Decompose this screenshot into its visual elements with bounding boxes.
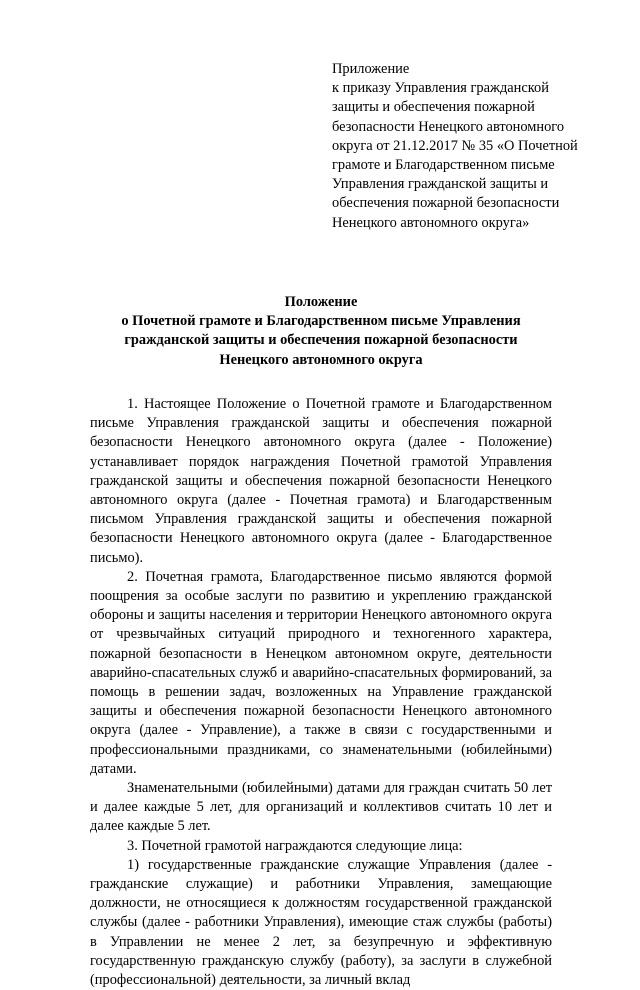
title-line: Положение (284, 294, 358, 310)
appendix-line: безопасности Ненецкого автономного (332, 118, 565, 135)
title-line: о Почетной грамоте и Благодарственном письме Управления (121, 313, 521, 330)
paragraph: 1. Настоящее Положение о Почетной грамоте и Благодарственном письме Управления гражданской защиты и обеспечения пожарной безопасности Ненецкого автономного округа (далее - Положение) устанавливает порядок награждения Почетной грамотой Управления гражданской защиты и обеспечения пожарной безопасности Ненецкого автономного округа (далее - Почетная грамота) и Благодарственным письмом Управления гражданской защиты и обеспечения пожарной безопасности Ненецкого автономного округа (далее - Благодарственное письмо). (90, 396, 552, 566)
appendix-line: грамоте и Благодарственном письме (332, 157, 555, 174)
title-line: Ненецкого автономного округа (219, 351, 423, 368)
paragraph: 3. Почетной грамотой награждаются следующие лица: (127, 837, 463, 854)
document-title (90, 293, 552, 370)
appendix-line: защиты и обеспечения пожарной (332, 99, 535, 116)
paragraph: 1) государственные гражданские служащие Управления (далее - гражданские служащие) и работники Управления, замещающие должности, не относящиеся к должностям государственной гражданской службы (далее - работники Управления), имеющие стаж службы (работы) в Управлении не менее 2 лет, за безупречную и эффективную государственную гражданскую службу (работу), за заслуги в служебной (профессиональной) деятельности, за личный вклад (90, 856, 552, 989)
appendix-line: Ненецкого автономного округа» (332, 214, 530, 231)
paragraph: 2. Почетная грамота, Благодарственное письмо являются формой поощрения за особые заслуги по развитию и укреплению гражданской обороны и защиты населения и территории Ненецкого автономного округа от чрезвычайных ситуаций природного и техногенного характера, пожарной безопасности в Ненецком автономном округе, деятельности аварийно-спасательных служб и аварийно-спасательных формирований, за помощь в решении задач, возложенных на Управление гражданской защиты и обеспечения пожарной безопасности Ненецкого автономного округа (далее - Управление), а также в связи с государственными и профессиональными праздниками, со знаменательными (юбилейными) датами. (90, 568, 552, 777)
appendix-line: округа от 21.12.2017 № 35 «О Почетной (332, 137, 578, 154)
title-line: гражданской защиты и обеспечения пожарной безопасности (124, 332, 518, 349)
appendix-line: к приказу Управления гражданской (332, 80, 549, 97)
document-body (90, 395, 552, 990)
appendix-line: Приложение (332, 61, 410, 77)
paragraph: Знаменательными (юбилейными) датами для граждан считать 50 лет и далее каждые 5 лет, для организаций и коллективов считать 10 лет и далее каждые 5 лет. (90, 780, 552, 835)
appendix-line: Управления гражданской защиты и (332, 176, 549, 193)
appendix-header (332, 60, 578, 233)
appendix-line: обеспечения пожарной безопасности (332, 195, 560, 212)
